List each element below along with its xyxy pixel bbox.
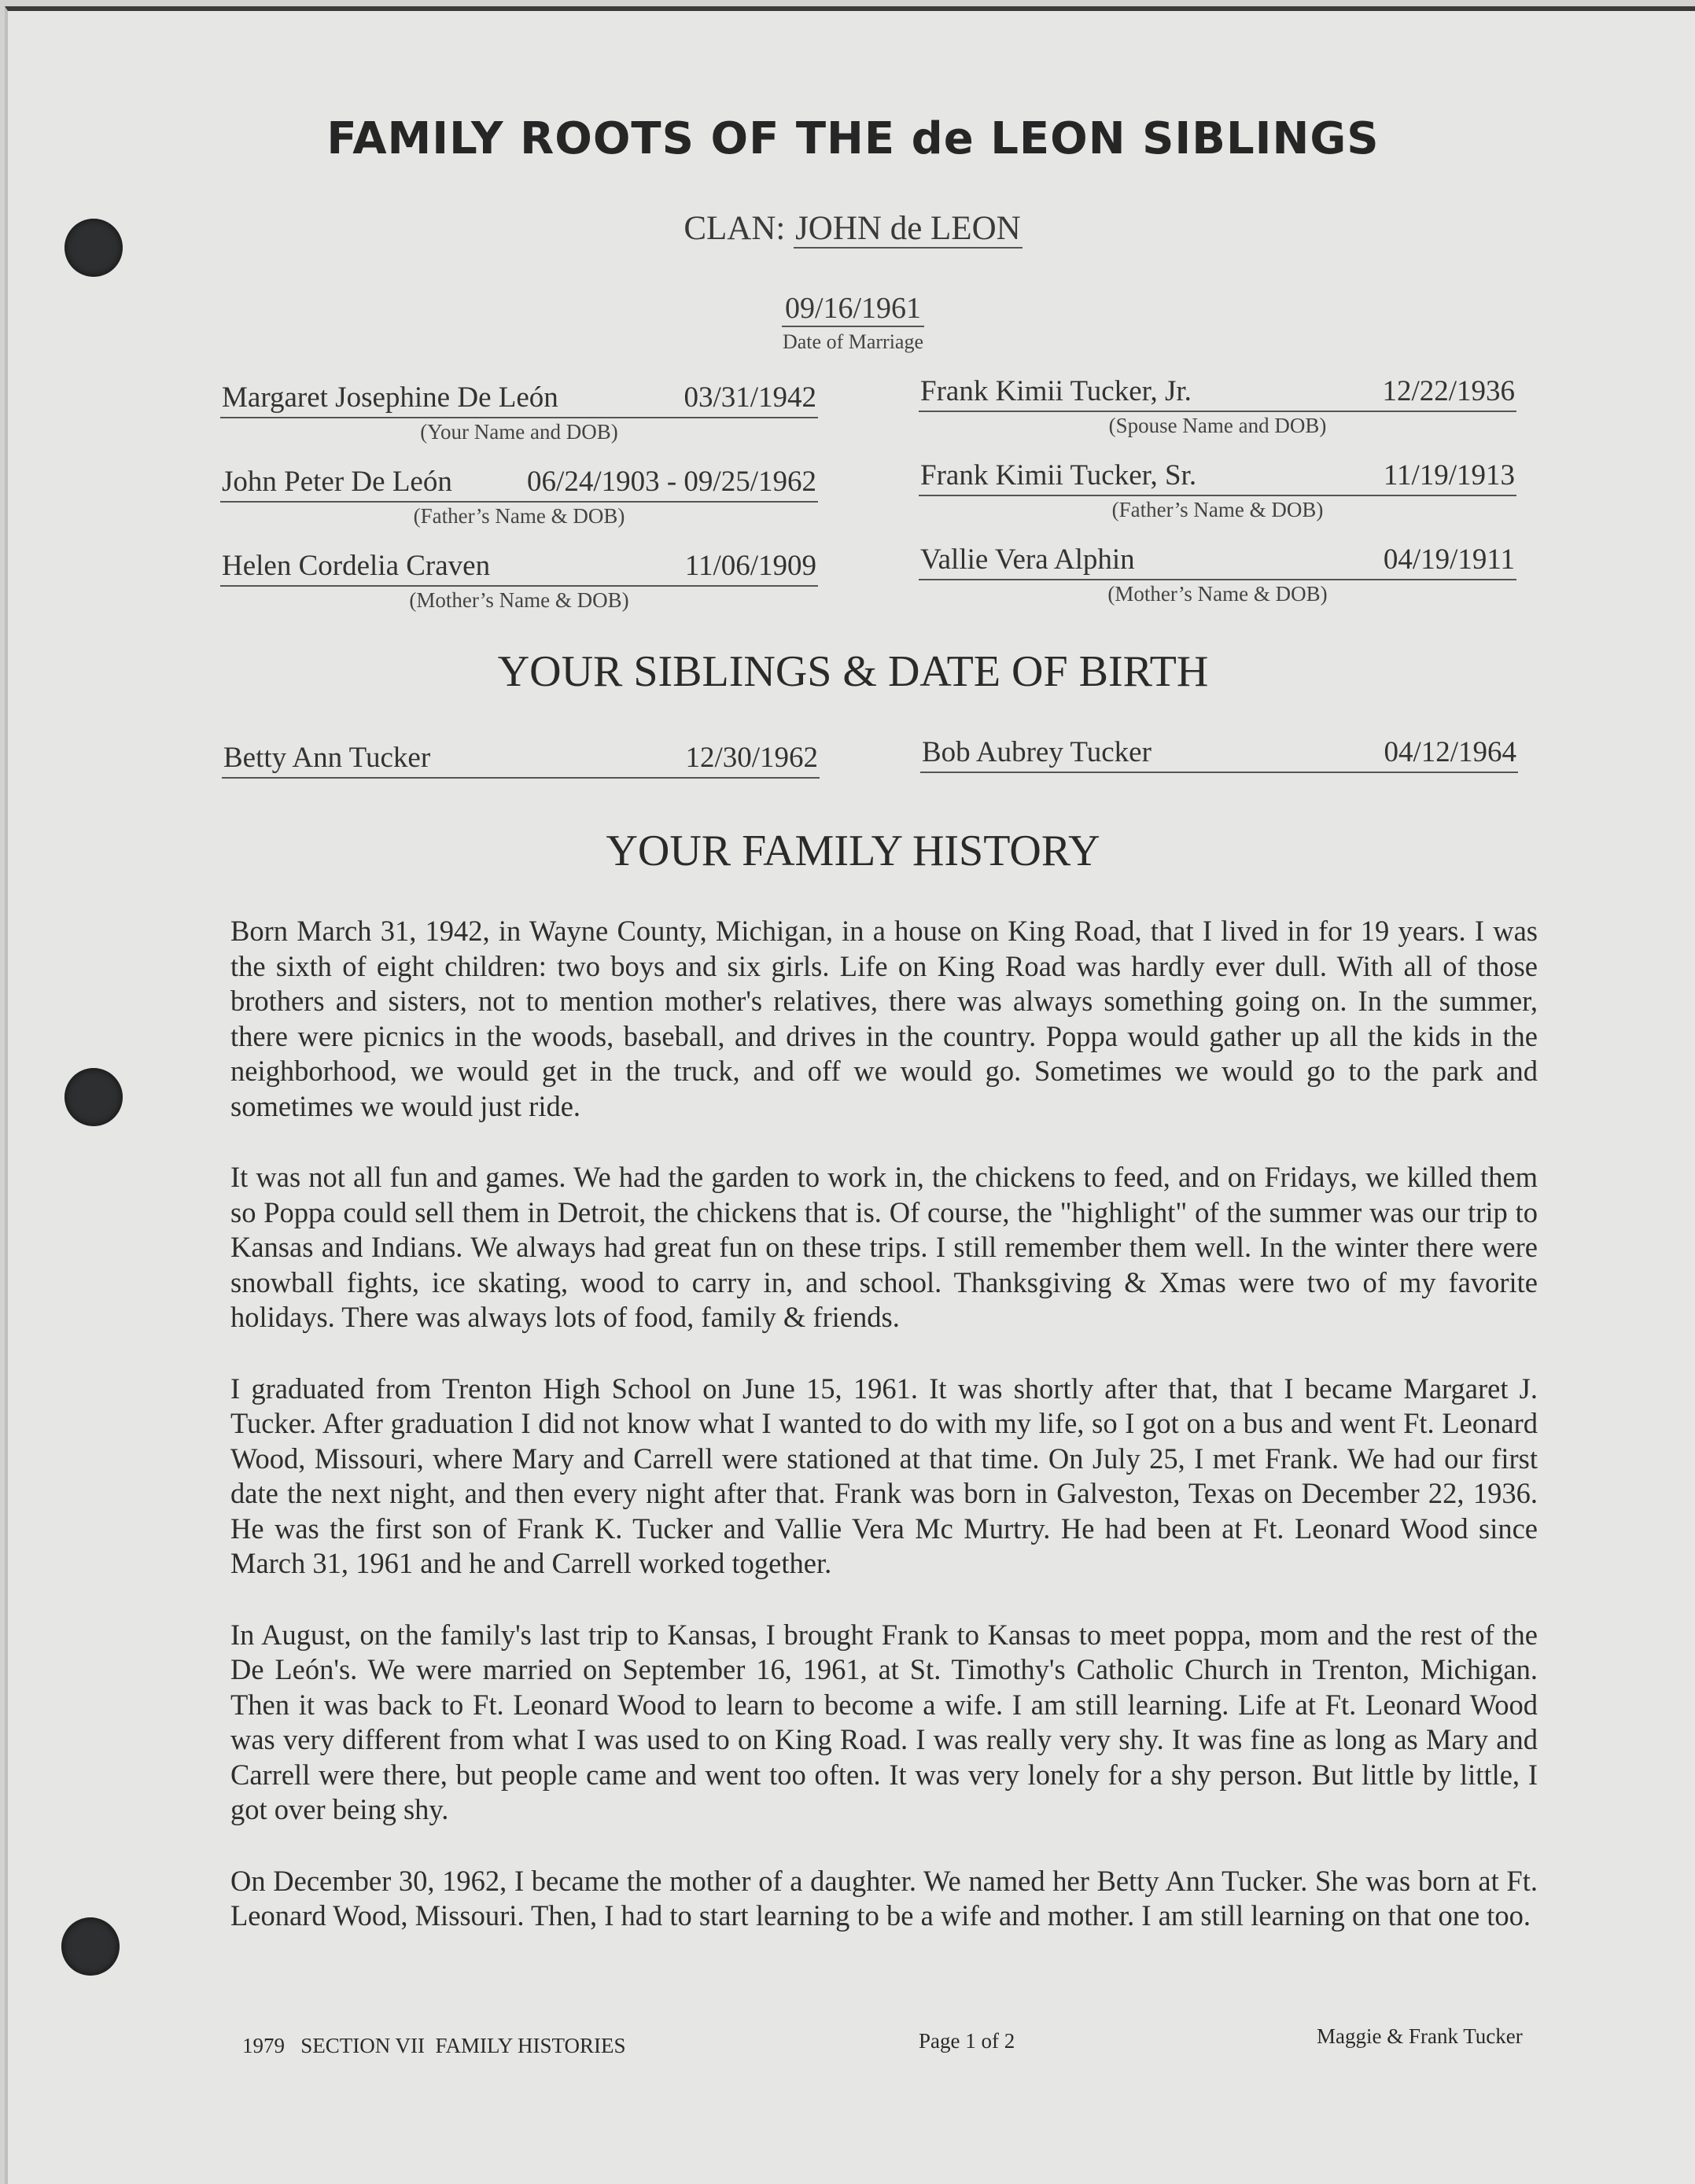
field-date: 11/19/1913 bbox=[1383, 459, 1515, 492]
field-name: Vallie Vera Alphin bbox=[920, 543, 1135, 576]
field-name: Frank Kimii Tucker, Sr. bbox=[920, 459, 1197, 492]
history-paragraph: Born March 31, 1942, in Wayne County, Michigan, in a house on King Road, that I lived in for 19 years. I was the sixth of eight children: two boys and six girls. Life on King Road was hardly ever dull. With all of those brothers and sisters, not to mention mother's relatives, there was always something going on. In the summer, there were picnics in the woods, baseball, and drives in the country. Poppa would gather up all the kids in the neighborhood, we would get in the truck, and off we would go. Sometimes we would go to the park and sometimes we would just ride. bbox=[230, 915, 1538, 1122]
field-mother-name bbox=[220, 549, 818, 613]
sibling-name: Betty Ann Tucker bbox=[223, 742, 431, 774]
field-date: 12/22/1936 bbox=[1382, 375, 1515, 407]
field-name: Frank Kimii Tucker, Jr. bbox=[920, 375, 1192, 407]
field-caption: (Father’s Name & DOB) bbox=[1111, 498, 1324, 521]
clan-name: JOHN de LEON bbox=[795, 210, 1021, 247]
footer-section: 1979 SECTION VII FAMILY HISTORIES bbox=[242, 2034, 626, 2057]
sibling-field bbox=[920, 735, 1518, 773]
binder-hole-bottom bbox=[61, 1917, 120, 1976]
field-date: 03/31/1942 bbox=[684, 381, 816, 414]
field-spouse-mother-name bbox=[919, 543, 1516, 606]
family-history-body bbox=[230, 914, 1538, 1970]
sibling-date: 04/12/1964 bbox=[1384, 736, 1516, 768]
history-paragraph: I graduated from Trenton High School on June 15, 1961. It was shortly after that, that I became Margaret J. Tucker. After graduation I did not know what I wanted to do with my life, so I got on a bus and went Ft. Leonard Wood, Missouri, where Mary and Carrell were stationed at that time. On July 25, I met Frank. We had our first date the next night, and then every night after that. Frank was born in Galveston, Texas on December 22, 1936. He was the first son of Frank K. Tucker and Vallie Vera Mc Murtry. He had been at Ft. Leonard Wood since March 31, 1961 and he and Carrell worked together. bbox=[230, 1372, 1538, 1579]
field-spouse-father-name bbox=[919, 459, 1516, 522]
footer-author: Maggie & Frank Tucker bbox=[1317, 2024, 1523, 2048]
field-caption: (Father’s Name & DOB) bbox=[413, 504, 625, 528]
field-caption: (Mother’s Name & DOB) bbox=[409, 588, 629, 612]
field-name: Margaret Josephine De León bbox=[222, 381, 558, 414]
sibling-date: 12/30/1962 bbox=[685, 742, 818, 774]
field-spouse-name bbox=[919, 374, 1516, 438]
binder-hole-middle bbox=[64, 1068, 123, 1126]
field-date: 06/24/1903 - 09/25/1962 bbox=[527, 466, 816, 498]
clan-label: CLAN: bbox=[684, 210, 786, 247]
field-date: 11/06/1909 bbox=[684, 550, 816, 582]
page-title: FAMILY ROOTS OF THE de LEON SIBLINGS bbox=[326, 113, 1380, 164]
marriage-date: 09/16/1961 bbox=[782, 291, 924, 327]
siblings-heading: YOUR SIBLINGS & DATE OF BIRTH bbox=[497, 647, 1209, 696]
field-date: 04/19/1911 bbox=[1383, 543, 1515, 576]
history-heading: YOUR FAMILY HISTORY bbox=[606, 827, 1100, 875]
footer-page-number: Page 1 of 2 bbox=[919, 2029, 1015, 2053]
clan-line bbox=[8, 209, 1695, 248]
field-father-name bbox=[220, 465, 818, 529]
field-name: Helen Cordelia Craven bbox=[222, 550, 491, 582]
field-name: John Peter De León bbox=[222, 466, 452, 498]
field-your-name bbox=[220, 381, 818, 444]
marriage-date-block bbox=[8, 291, 1695, 354]
document-page bbox=[5, 6, 1695, 2184]
sibling-field bbox=[222, 741, 820, 779]
history-paragraph: It was not all fun and games. We had the garden to work in, the chickens to feed, and on Fridays, we killed them so Poppa could sell them in Detroit, the chickens that is. Of course, the "highlight" of the summer was our trip to Kansas and Indians. We always had great fun on these trips. I still remember them well. In the winter there were snowball fights, ice skating, wood to carry in, and school. Thanksgiving & Xmas were two of my favorite holidays. There was always lots of food, family & friends. bbox=[230, 1161, 1538, 1333]
history-paragraph: In August, on the family's last trip to Kansas, I brought Frank to Kansas to meet poppa, mom and the rest of the De León's. We were married on September 16, 1961, at St. Timothy's Catholic Church in Trenton, Michigan. Then it was back to Ft. Leonard Wood to learn to become a wife. I am still learning. Life at Ft. Leonard Wood was very different from what I was used to on King Road. I was really very shy. It was fine as long as Mary and Carrell were there, but people came and went too often. It was very lonely for a shy person. But little by little, I got over being shy. bbox=[230, 1618, 1538, 1825]
history-paragraph: On December 30, 1962, I became the mother of a daughter. We named her Betty Ann Tucker. She was born at Ft. Leonard Wood, Missouri. Then, I had to start learning to be a wife and mother. I am still learning on that one too. bbox=[230, 1864, 1538, 1932]
field-caption: (Mother’s Name & DOB) bbox=[1107, 582, 1328, 606]
marriage-caption: Date of Marriage bbox=[782, 330, 924, 353]
field-caption: (Your Name and DOB) bbox=[420, 420, 618, 444]
field-caption: (Spouse Name and DOB) bbox=[1108, 414, 1327, 437]
sibling-name: Bob Aubrey Tucker bbox=[922, 736, 1151, 768]
